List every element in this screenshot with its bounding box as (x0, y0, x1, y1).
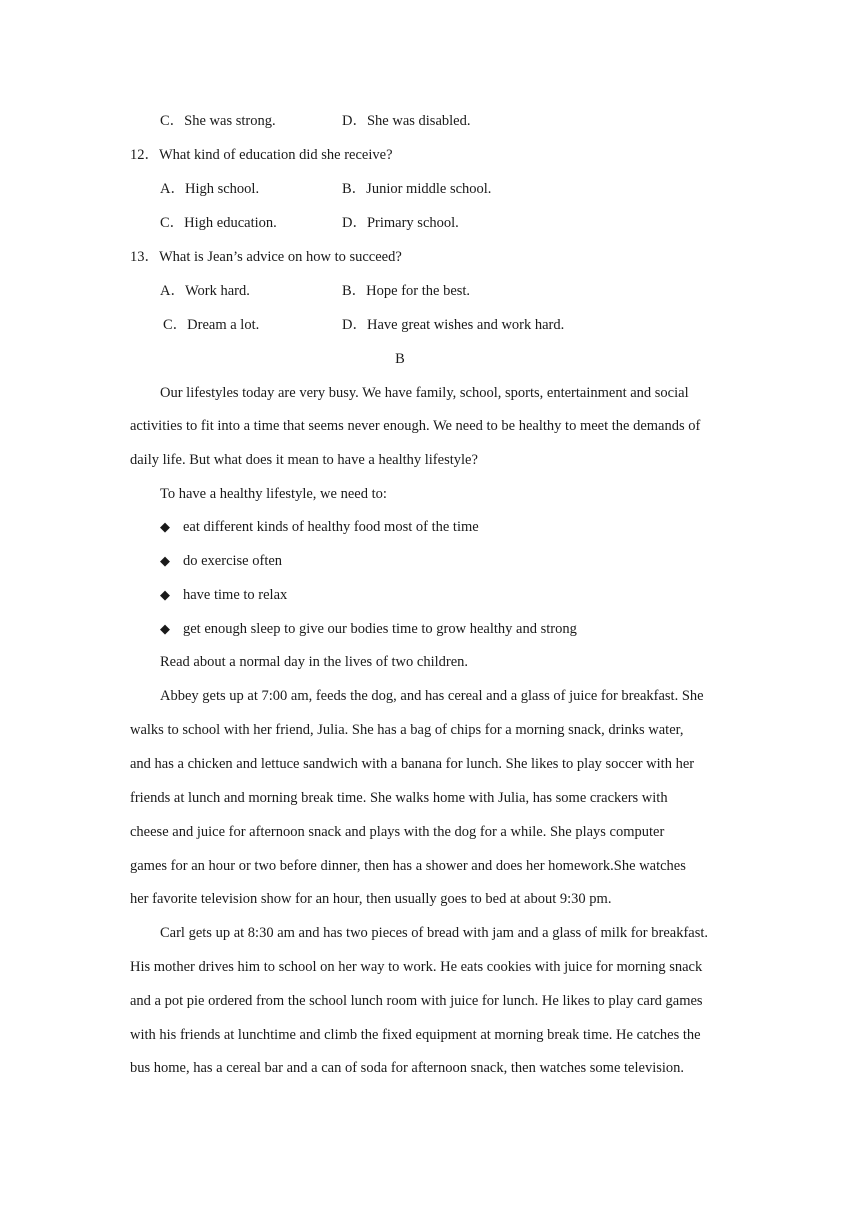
carl-line: with his friends at lunchtime and climb the fixed equipment at morning break time. He catches the (130, 1027, 701, 1043)
q13-option-c: C．Dream a lot. (163, 317, 260, 333)
abbey-line: Abbey gets up at 7:00 am, feeds the dog, and has cereal and a glass of juice for breakfast. She (160, 688, 704, 704)
diamond-bullet-icon: ◆ (160, 621, 170, 636)
carl-line: and a pot pie ordered from the school lunch room with juice for lunch. He likes to play card games (130, 993, 703, 1009)
bullet-text: have time to relax (183, 587, 288, 603)
abbey-line: games for an hour or two before dinner, then has a shower and does her homework.She watches (130, 858, 686, 874)
intro-line: daily life. But what does it mean to have a healthy lifestyle? (130, 452, 478, 468)
q12-option-b: B．Junior middle school. (342, 181, 492, 197)
q13-option-d: D．Have great wishes and work hard. (342, 317, 565, 333)
intro-line: Our lifestyles today are very busy. We have family, school, sports, entertainment and social (160, 385, 689, 401)
q11-option-c: C．She was strong. (160, 113, 276, 129)
diamond-bullet-icon: ◆ (160, 587, 170, 602)
q11-option-d: D．She was disabled. (342, 113, 471, 129)
q12-option-d: D．Primary school. (342, 215, 459, 231)
q13-question: 13．What is Jean’s advice on how to succeed? (130, 249, 402, 265)
q12-option-a: A．High school. (160, 181, 260, 197)
q12-option-c: C．High education. (160, 215, 277, 231)
diamond-bullet-icon: ◆ (160, 553, 170, 568)
list-intro: To have a healthy lifestyle, we need to: (160, 486, 387, 502)
abbey-line: and has a chicken and lettuce sandwich with a banana for lunch. She likes to play soccer with her (130, 756, 695, 772)
carl-line: Carl gets up at 8:30 am and has two pieces of bread with jam and a glass of milk for breakfast. (160, 925, 709, 941)
q12-question: 12．What kind of education did she receive? (130, 147, 393, 163)
bullet-text: do exercise often (183, 553, 283, 569)
diamond-bullet-icon: ◆ (160, 519, 170, 534)
q13-option-b: B．Hope for the best. (342, 283, 471, 299)
abbey-line: walks to school with her friend, Julia. She has a bag of chips for a morning snack, drinks water, (130, 722, 684, 738)
passage-label: B (395, 351, 405, 367)
intro-line: activities to fit into a time that seems never enough. We need to be healthy to meet the demands of (130, 418, 701, 434)
carl-line: bus home, has a cereal bar and a can of soda for afternoon snack, then watches some television. (130, 1060, 685, 1076)
abbey-line: friends at lunch and morning break time. She walks home with Julia, has some crackers with (130, 790, 668, 806)
carl-line: His mother drives him to school on her way to work. He eats cookies with juice for morning snack (130, 959, 703, 975)
q13-option-a: A．Work hard. (160, 283, 250, 299)
bullet-text: eat different kinds of healthy food most of the time (183, 519, 479, 535)
bullet-text: get enough sleep to give our bodies time to grow healthy and strong (183, 621, 577, 637)
read-about-line: Read about a normal day in the lives of two children. (160, 654, 469, 670)
abbey-line: her favorite television show for an hour, then usually goes to bed at about 9:30 pm. (130, 891, 612, 907)
abbey-line: cheese and juice for afternoon snack and plays with the dog for a while. She plays computer (130, 824, 665, 840)
